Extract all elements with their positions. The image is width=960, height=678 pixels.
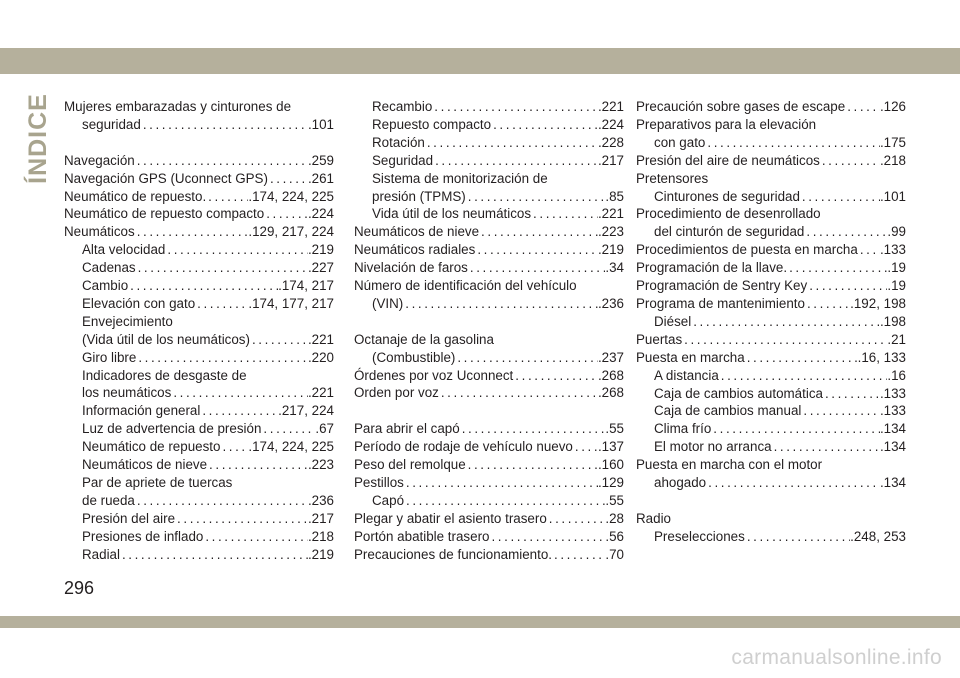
entry-pages: .218 [307, 528, 334, 544]
index-subentry [636, 438, 906, 456]
entry-label: Giro libre [82, 349, 137, 365]
entry-label: seguridad [82, 116, 141, 132]
entry-label: Rotación [372, 134, 425, 150]
dot-leader [705, 134, 880, 152]
entry-label: Peso del remolque [354, 457, 466, 473]
dot-leader [801, 402, 880, 420]
dot-leader [682, 331, 887, 349]
entry-label: Presión del aire [82, 510, 176, 526]
dot-leader [128, 277, 278, 295]
dot-leader [711, 420, 880, 438]
entry-pages: .224 [307, 206, 334, 222]
entry-pages: .228 [597, 134, 624, 150]
index-subentry [64, 420, 334, 438]
dot-leader [531, 205, 598, 223]
entry-pages: .217 [307, 510, 334, 526]
index-entry [354, 367, 624, 385]
index-entry [354, 528, 624, 546]
index-subentry [64, 510, 334, 528]
entry-label: Caja de cambios automática [654, 385, 823, 401]
index-subentry [64, 349, 334, 367]
dot-leader [475, 241, 598, 259]
dot-leader [141, 116, 308, 134]
index-subentry [354, 98, 624, 116]
entry-pages: .101 [307, 116, 334, 132]
entry-pages: .261 [307, 170, 334, 186]
entry-label: Luz de advertencia de presión [82, 421, 262, 437]
header-band [0, 48, 960, 74]
dot-leader [403, 295, 598, 313]
dot-leader [206, 188, 248, 206]
dot-leader [858, 241, 880, 259]
index-subentry [64, 546, 334, 564]
entry-pages: .28 [605, 510, 624, 526]
index-subentry [636, 134, 906, 152]
entry-pages: .67 [315, 421, 334, 437]
dot-leader [432, 98, 598, 116]
entry-label: Programación de la llave. [636, 260, 788, 276]
entry-pages: .220 [307, 349, 334, 365]
entry-label: con gato [654, 134, 706, 150]
entry-label: Nivelación de faros [354, 260, 468, 276]
entry-label: de rueda [82, 492, 135, 508]
entry-label: Plegar y abatir el asiento trasero [354, 510, 547, 526]
dot-leader [489, 528, 605, 546]
entry-label: Puesta en marcha [636, 349, 745, 365]
dot-leader [120, 546, 308, 564]
entry-pages: .70 [605, 546, 624, 562]
entry-pages: .198 [879, 313, 906, 329]
entry-label: (Combustible) [372, 349, 456, 365]
entry-pages: .16 [887, 367, 906, 383]
entry-pages: .221 [307, 331, 334, 347]
index-subentry [64, 259, 334, 277]
dot-leader [207, 456, 308, 474]
entry-label: Recambio [372, 99, 433, 114]
entry-label: Clima frío [654, 421, 712, 437]
entry-pages: .192, 198 [850, 295, 906, 311]
dot-leader [165, 241, 308, 259]
entry-pages: .133 [879, 242, 906, 258]
dot-leader [800, 188, 880, 206]
dot-leader [805, 295, 850, 313]
index-entry [636, 349, 906, 367]
watermark: carmanualsonline.info [731, 646, 942, 669]
entry-pages: .134 [879, 439, 906, 455]
entry-pages: .236 [597, 295, 624, 311]
index-entry [64, 188, 334, 206]
dot-leader [404, 492, 605, 510]
dot-leader [250, 331, 308, 349]
entry-label: Órdenes por voz Uconnect [354, 367, 514, 383]
index-subentry [636, 528, 906, 546]
entry-pages: .56 [605, 528, 624, 544]
entry-label: Navegación GPS (Uconnect GPS) [64, 170, 268, 186]
entry-pages: .174, 177, 217 [248, 295, 334, 311]
entry-pages: .268 [597, 367, 624, 383]
entry-pages: .221 [307, 385, 334, 401]
entry-pages: .248, 253 [850, 528, 906, 544]
entry-label: Preselecciones [654, 528, 745, 544]
dot-leader [466, 188, 606, 206]
entry-label: Caja de cambios manual [654, 403, 802, 419]
index-entry [636, 331, 906, 349]
entry-label: los neumáticos [82, 385, 172, 401]
index-subentry-heading: Par de apriete de tuercas [82, 475, 233, 491]
index-subentry [636, 474, 906, 492]
entry-pages: .221 [597, 99, 624, 114]
entry-label: Precaución sobre gases de escape [636, 99, 846, 114]
index-entry-heading: Número de identificación del vehículo [354, 278, 577, 294]
index-subentry [636, 420, 906, 438]
dot-leader [552, 546, 605, 564]
index-entry [636, 295, 906, 313]
dot-leader [787, 259, 887, 277]
entry-label: Pestillos [354, 475, 404, 490]
entry-pages: .174, 224, 225 [248, 188, 334, 204]
dot-leader [203, 528, 308, 546]
entry-label: A distancia [654, 367, 719, 383]
entry-pages: .133 [879, 385, 906, 401]
entry-pages: .236 [307, 492, 334, 508]
index-subentry-heading: Envejecimiento [82, 313, 173, 329]
entry-pages: .174, 217 [278, 278, 334, 294]
entry-pages: .237 [597, 349, 624, 365]
index-subentry [64, 402, 334, 420]
entry-pages: .55 [605, 492, 624, 508]
index-entry [636, 241, 906, 259]
entry-label: Cadenas [82, 260, 136, 276]
footer-band [0, 616, 960, 628]
entry-pages: .19 [887, 260, 906, 276]
entry-pages: .217, 224 [278, 403, 334, 419]
entry-label: Neumático de repuesto [82, 439, 221, 455]
dot-leader [220, 438, 248, 456]
entry-pages: .21 [887, 331, 906, 347]
index-subentry [354, 116, 624, 134]
entry-pages: .101 [879, 188, 906, 204]
index-entry-heading: Puesta en marcha con el motor [636, 457, 823, 473]
index-subentry-heading: Indicadores de desgaste de [82, 367, 247, 383]
index-entry [64, 170, 334, 188]
index-subentry [354, 188, 624, 206]
index-entry [636, 277, 906, 295]
dot-leader [261, 420, 315, 438]
dot-leader [135, 152, 308, 170]
entry-pages: .137 [597, 439, 624, 455]
dot-leader [433, 152, 598, 170]
index-entry [354, 438, 624, 456]
dot-leader [425, 134, 598, 152]
index-subentry [64, 295, 334, 313]
dot-leader [268, 170, 308, 188]
dot-leader [460, 420, 606, 438]
index-entry [354, 474, 624, 492]
index-subentry [636, 223, 906, 241]
entry-pages: .221 [597, 206, 624, 222]
index-subentry [636, 367, 906, 385]
index-subentry [64, 331, 334, 349]
entry-label: Presiones de inflado [82, 528, 204, 544]
entry-label: Neumáticos radiales [354, 242, 476, 258]
entry-label: Neumáticos de nieve [82, 457, 208, 473]
entry-pages: .134 [879, 421, 906, 437]
entry-label: Repuesto compacto [372, 116, 492, 132]
entry-pages: .55 [605, 421, 624, 437]
entry-label: Elevación con gato [82, 295, 196, 311]
dot-leader [820, 152, 880, 170]
index-subentry [354, 492, 624, 510]
index-entry-heading: Preparativos para la elevación [636, 116, 817, 132]
entry-pages: .34 [605, 260, 624, 276]
dot-leader [491, 116, 598, 134]
index-entry-heading: Mujeres embarazadas y cinturones de [64, 99, 292, 114]
entry-label: Cinturones de seguridad [654, 188, 800, 204]
index-entry [354, 384, 624, 402]
entry-label: Puertas [636, 331, 683, 347]
dot-leader [823, 385, 880, 403]
index-subentry [354, 349, 624, 367]
index-entry [64, 152, 334, 170]
entry-label: presión (TPMS) [372, 188, 466, 204]
index-entry [64, 205, 334, 223]
entry-label: Procedimientos de puesta en marcha [636, 242, 858, 258]
entry-label: El motor no arranca [654, 439, 772, 455]
entry-pages: .99 [887, 224, 906, 240]
dot-leader [466, 456, 598, 474]
dot-leader [706, 474, 880, 492]
index-subentry [636, 385, 906, 403]
entry-pages: .129, 217, 224 [248, 224, 334, 240]
entry-gap [354, 313, 624, 331]
entry-pages: .174, 224, 225 [248, 439, 334, 455]
dot-leader [136, 259, 308, 277]
entry-pages: .129 [597, 475, 624, 490]
entry-pages: .268 [597, 385, 624, 401]
dot-leader [195, 295, 248, 313]
entry-pages: .160 [597, 457, 624, 473]
section-tab [16, 92, 60, 184]
entry-label: Capó [372, 492, 405, 508]
index-entry [64, 223, 334, 241]
entry-label: Neumáticos [64, 224, 135, 240]
index-entry [354, 546, 624, 564]
index-column-3 [636, 98, 906, 546]
index-entry-heading: Procedimiento de desenrollado [636, 206, 821, 222]
index-subentry [354, 152, 624, 170]
entry-pages: .126 [879, 99, 906, 114]
entry-label: (VIN) [372, 295, 404, 311]
dot-leader [547, 510, 606, 528]
entry-pages: .134 [879, 475, 906, 491]
dot-leader [135, 223, 249, 241]
dot-leader [772, 438, 880, 456]
index-entry-heading: Pretensores [636, 170, 709, 186]
entry-label: Información general [82, 403, 201, 419]
entry-pages: .19 [887, 278, 906, 294]
dot-leader [171, 384, 308, 402]
dot-leader [807, 277, 887, 295]
entry-label: Para abrir el capó [354, 421, 460, 437]
entry-pages: .175 [879, 134, 906, 150]
index-entry [636, 259, 906, 277]
index-subentry [636, 402, 906, 420]
entry-pages: .217 [597, 152, 624, 168]
entry-label: Seguridad [372, 152, 434, 168]
dot-leader [200, 402, 278, 420]
entry-label: Portón abatible trasero [354, 528, 490, 544]
dot-leader [404, 474, 598, 492]
entry-label: Cambio [82, 278, 129, 294]
entry-label: Alta velocidad [82, 242, 166, 258]
dot-leader [479, 223, 598, 241]
dot-leader [573, 438, 598, 456]
entry-label: Programación de Sentry Key [636, 278, 808, 294]
index-subentry [636, 188, 906, 206]
index-entry [354, 456, 624, 474]
index-subentry [636, 313, 906, 331]
entry-pages: .85 [605, 188, 624, 204]
index-subentry [64, 492, 334, 510]
dot-leader [455, 349, 598, 367]
entry-label: Presión del aire de neumáticos [636, 152, 820, 168]
entry-gap [64, 134, 334, 152]
index-entry-heading: Radio [636, 510, 671, 526]
index-subentry [64, 438, 334, 456]
entry-label: Neumáticos de nieve [354, 224, 480, 240]
entry-label: Diésel [654, 313, 692, 329]
entry-pages: .227 [307, 260, 334, 276]
entry-gap [636, 492, 906, 510]
index-subentry [64, 384, 334, 402]
dot-leader [745, 528, 850, 546]
entry-label: Navegación [64, 152, 135, 168]
entry-pages: .218 [879, 152, 906, 168]
entry-pages: .219 [597, 242, 624, 258]
entry-pages: .223 [307, 457, 334, 473]
entry-label: Neumático de repuesto. [64, 188, 207, 204]
index-entry-heading: Octanaje de la gasolina [354, 331, 494, 347]
entry-pages: .16, 133 [857, 349, 906, 365]
dot-leader [136, 349, 308, 367]
entry-label: ahogado [654, 475, 707, 491]
dot-leader [845, 98, 880, 116]
entry-label: Neumático de repuesto compacto [64, 206, 265, 222]
entry-label: Vida útil de los neumáticos [372, 206, 532, 222]
index-subentry [354, 134, 624, 152]
entry-label: Radial [82, 546, 120, 562]
page-number: 296 [64, 578, 95, 598]
index-entry [636, 152, 906, 170]
index-subentry [354, 205, 624, 223]
dot-leader [804, 223, 887, 241]
entry-label: Orden por voz [354, 385, 439, 401]
index-subentry [64, 116, 334, 134]
dot-leader [719, 367, 888, 385]
index-subentry-heading: Sistema de monitorización de [372, 170, 548, 186]
index-subentry [64, 456, 334, 474]
entry-pages: .133 [879, 403, 906, 419]
index-entry [354, 241, 624, 259]
index-column-1 [64, 98, 334, 564]
index-entry [354, 259, 624, 277]
index-subentry [64, 528, 334, 546]
dot-leader [691, 313, 880, 331]
index-entry [354, 223, 624, 241]
index-subentry [64, 241, 334, 259]
dot-leader [468, 259, 605, 277]
entry-pages: .219 [307, 242, 334, 258]
index-subentry [354, 295, 624, 313]
index-entry [636, 98, 906, 116]
dot-leader [175, 510, 308, 528]
entry-pages: .259 [307, 152, 334, 168]
index-entry [354, 420, 624, 438]
dot-leader [264, 205, 308, 223]
entry-label: Programa de mantenimiento [636, 295, 805, 311]
index-column-2 [354, 98, 624, 564]
dot-leader [513, 367, 598, 385]
entry-label: Período de rodaje de vehículo nuevo [354, 439, 573, 455]
entry-gap [354, 402, 624, 420]
entry-pages: .224 [597, 116, 624, 132]
index-entry [354, 510, 624, 528]
entry-pages: .223 [597, 224, 624, 240]
section-label: ÍNDICE [23, 92, 52, 184]
dot-leader [439, 384, 598, 402]
entry-pages: .219 [307, 546, 334, 562]
entry-label: Precauciones de funcionamiento. [354, 546, 553, 562]
entry-label: del cinturón de seguridad [654, 224, 805, 240]
dot-leader [745, 349, 858, 367]
entry-label: (Vida útil de los neumáticos) [82, 331, 250, 347]
dot-leader [135, 492, 308, 510]
index-subentry [64, 277, 334, 295]
